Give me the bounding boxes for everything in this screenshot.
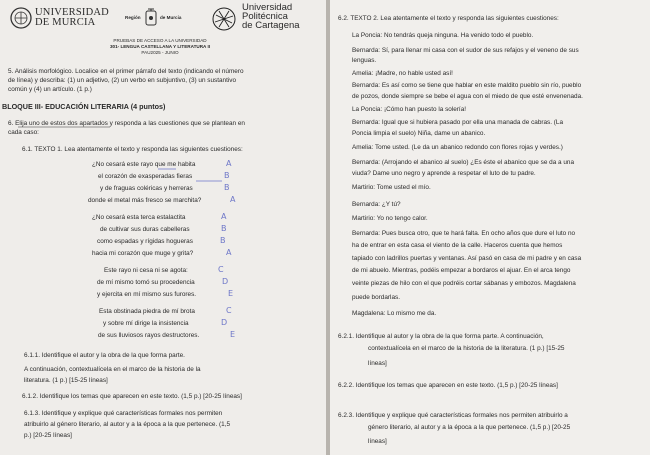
exam-heading-line3: PAU2025 - JUNIO (141, 50, 179, 55)
question-6-2-3-line1: 6.2.3. Identifique y explique qué características formales nos permiten atribuirlo a (338, 412, 568, 419)
poem-line-13: y sobre mí dirige la insistencia (103, 320, 189, 327)
dialogue-line-19: de mi abuelo. Mientras, podéis empezar a bordaros el ajuar. En el arca tengo (352, 267, 571, 274)
rhyme-mark-7: B (220, 236, 226, 245)
exam-heading-line2: 301- LENGUA CASTELLANA Y LITERATURA II (109, 44, 211, 49)
dialogue-line-6: de pozos, donde siempre se bebe el agua con el miedo de que esté envenenada. (352, 93, 583, 100)
poem-line-8: hacia mi corazón que muge y grita? (92, 250, 194, 257)
question-6-1-3-line3: p.) [20-25 líneas] (24, 432, 72, 439)
dialogue-line-2: Bernarda: Sí, para llenar mi casa con el sudor de sus refajos y el veneno de sus (352, 47, 579, 54)
question-6-2-3-line2: género literario, al autor y a la época a la que pertenece. (1,5 p.) [20-25 (368, 424, 571, 431)
rhyme-mark-11: E (228, 289, 234, 298)
university-murcia-name-line2: DE MURCIA (35, 17, 96, 28)
dialogue-line-3: lenguas. (352, 57, 377, 64)
rhyme-mark-3: B (224, 183, 230, 192)
poem-line-14: de sus lluviosos rayos destructores. (98, 332, 200, 339)
question-6-line2: cada caso: (8, 129, 39, 136)
question-6-1-3-line2: atribuirlo al género literario, al autor y a la época a la que pertenece. (1,5 (24, 421, 231, 428)
question-6-2-3-line3: líneas] (368, 438, 387, 445)
upct-name-line1: Universidad (242, 2, 293, 13)
question-6-1-title: 6.1. TEXTO 1. Lea atentamente el texto y responda las siguientes cuestiones: (22, 146, 243, 153)
question-6-2-1-line3: líneas] (368, 360, 387, 367)
question-6-1-1: 6.1.1. Identifique el autor y la obra de la que forma parte. (24, 352, 185, 359)
question-6-2-1-line1: 6.2.1. Identifique al autor y la obra de la que forma parte. A continuación, (338, 333, 544, 340)
dialogue-line-20: veinte piezas de hilo con el que podréis cortar sábanas y embozos. Magdalena (352, 280, 576, 287)
rhyme-mark-5: A (221, 212, 227, 221)
question-6-1-1-cont-1: A continuación, contextualícela en el marco de la historia de la (24, 366, 201, 373)
right-page (330, 0, 650, 455)
question-6-2-1-line2: contextualícela en el marco de la historia de la literatura. (1 p.) [15-25 (368, 345, 565, 352)
upct-name-line2: Politécnica (242, 11, 288, 22)
rhyme-mark-13: D (221, 318, 228, 327)
dialogue-line-14: Bernarda: ¿Y tú? (352, 201, 401, 208)
question-6-1-1-cont-2: literatura. (1 p.) [15-25 líneas] (24, 377, 108, 384)
rhyme-mark-6: B (221, 224, 227, 233)
poem-line-9: Este rayo ni cesa ni se agota: (104, 267, 188, 274)
poem-line-3: y de fraguas coléricas y herreras (100, 185, 193, 192)
dialogue-line-4: Amelia: ¡Madre, no hable usted así! (352, 70, 453, 77)
dialogue-line-22: Magdalena: Lo mismo me da. (352, 310, 437, 317)
dialogue-line-5: Bernarda: Es así como se tiene que hablar en este maldito pueblo sin río, pueblo (352, 82, 582, 89)
poem-line-1: ¿No cesará este rayo que me habita (92, 161, 196, 168)
poem-line-10: de mí mismo tomó su procedencia (97, 279, 195, 286)
rhyme-mark-10: D (222, 277, 229, 286)
rhyme-mark-2: B (224, 171, 230, 180)
dialogue-line-7: La Poncia: ¡Cómo han puesto la solería! (352, 106, 467, 113)
question-6-2-title: 6.2. TEXTO 2. Lea atentamente el texto y responda las siguientes cuestiones: (338, 15, 559, 22)
question-6-1-2: 6.1.2. Identifique los temas que aparecen en este texto. (1,5 p.) [20-25 líneas] (22, 393, 242, 400)
region-label-1: Región (125, 15, 141, 20)
exam-heading-line1: PRUEBAS DE ACCESO A LA UNIVERSIDAD (113, 38, 207, 43)
rhyme-mark-1: A (226, 159, 232, 168)
question-6-1-3-line1: 6.1.3. Identifique y explique qué características formales nos permiten (24, 410, 223, 417)
dialogue-line-8: Bernarda: Igual que si hubiera pasado por ella una manada de cabras. (La (352, 119, 564, 126)
question-5-line1: 5. Análisis morfológico. Localice en el primer párrafo del texto (indicando el número (8, 68, 244, 75)
poem-line-2: el corazón de exasperadas fieras (98, 173, 193, 180)
poem-line-6: de cultivar sus duras cabelleras (100, 226, 190, 233)
dialogue-line-15: Martirio: Yo no tengo calor. (352, 215, 428, 222)
dialogue-line-17: ha de entrar en esta casa el viento de la calle. Haceros cuenta que hemos (352, 242, 563, 249)
poem-line-4: donde el metal más fresco se marchita? (88, 197, 202, 204)
dialogue-line-9: Poncia limpia el suelo) Niña, dame un abanico. (352, 130, 486, 137)
rhyme-mark-14: E (230, 330, 236, 339)
region-label-2: de Murcia (160, 15, 182, 20)
block-3-title: BLOQUE III- EDUCACIÓN LITERARIA (4 puntos) (2, 102, 166, 111)
dialogue-line-18: tapiado con ladrillos puertas y ventanas. Así pasó en casa de mi padre y en casa (352, 255, 582, 262)
dialogue-line-10: Amelia: Tome usted. (Le da un abanico redondo con flores rojas y verdes.) (352, 144, 563, 151)
dialogue-line-13: Martirio: Tome usted el mío. (352, 184, 431, 191)
question-6-line1: 6. Elija uno de estos dos apartados y responda a las cuestiones que se plantean en (8, 120, 245, 127)
poem-line-12: Esta obstinada piedra de mí brota (99, 308, 195, 315)
question-5-line3: común y (4) un artículo. (1 p.) (8, 86, 92, 93)
rhyme-mark-9: C (218, 265, 224, 274)
dialogue-line-12: viuda? Dame uno negro y aprende a respetar el luto de tu padre. (352, 170, 536, 177)
upct-name-line3: de Cartagena (242, 20, 300, 31)
dialogue-line-16: Bernarda: Pues busca otro, que te hará falta. En ocho años que dure el luto no (352, 230, 576, 237)
dialogue-line-21: puede bordarlas. (352, 294, 400, 301)
dialogue-line-1: La Poncia: No tendrás queja ninguna. Ha venido todo el pueblo. (352, 32, 534, 39)
rhyme-mark-12: C (226, 306, 232, 315)
dialogue-line-11: Bernarda: (Arrojando el abanico al suelo) ¿Es éste el abanico que se da a una (352, 159, 575, 166)
rhyme-mark-4: A (230, 195, 236, 204)
poem-line-5: ¿No cesará esta terca estalactita (92, 214, 186, 221)
poem-line-11: y ejercita en mí mismo sus furores. (97, 291, 197, 298)
rhyme-mark-8: A (226, 248, 232, 257)
question-5-line2: de línea) y describa: (1) un adjetivo, (2) un verbo en subjuntivo, (3) un sustantivo (8, 77, 237, 84)
poem-line-7: como espadas y rígidas hogueras (97, 238, 193, 245)
university-murcia-name-line1: UNIVERSIDAD (35, 7, 109, 18)
question-6-2-2: 6.2.2. Identifique los temas que aparecen en este texto. (1,5 p.) [20-25 líneas] (338, 382, 558, 389)
